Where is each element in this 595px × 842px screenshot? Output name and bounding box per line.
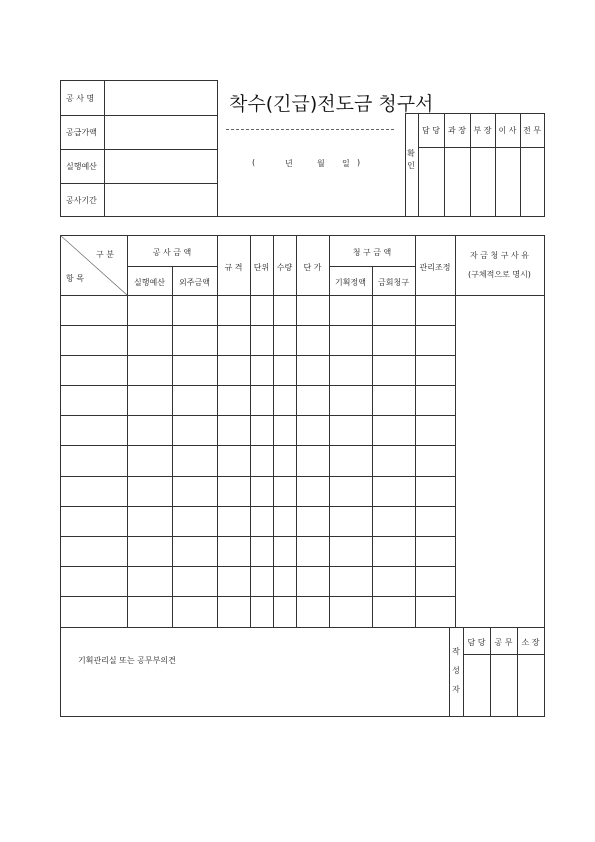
header-execution-budget: 실행예산	[134, 278, 165, 287]
footer-sign-box-2[interactable]	[491, 655, 516, 715]
header-quantity: 수량	[276, 263, 293, 272]
footer-approval-header-3: 소 장	[521, 638, 540, 647]
execution-budget-field[interactable]	[105, 150, 216, 182]
date-close-paren: )	[357, 158, 361, 167]
reason-textarea[interactable]	[456, 296, 543, 626]
date-open-paren: (	[252, 158, 256, 167]
header-claim-amount: 청 구 금 액	[352, 248, 392, 257]
header-unit: 단위	[253, 263, 270, 272]
footer-sign-box-1[interactable]	[464, 655, 489, 715]
document-title: 착수(긴급)전도금 청구서	[229, 93, 434, 115]
header-reason-title: 자 금 청 구 사 유	[469, 251, 530, 260]
header-unit-price: 단 가	[303, 263, 322, 272]
footer-sign-box-3[interactable]	[518, 655, 543, 715]
approval-header-row	[418, 113, 545, 147]
approval-sign-box-5[interactable]	[521, 148, 543, 215]
contract-amount-label: 공급가액	[66, 128, 97, 137]
execution-budget-label: 실행예산	[66, 162, 97, 171]
contract-amount-field[interactable]	[105, 116, 216, 148]
opinion-label: 기획관리실 또는 공무부의견	[78, 656, 176, 665]
approval-sign-box-3[interactable]	[471, 148, 494, 215]
date-month[interactable]: 월	[317, 159, 325, 168]
opinion-textarea[interactable]	[61, 628, 448, 715]
confirm-label: 확 인	[407, 149, 415, 170]
project-name-field[interactable]	[105, 81, 216, 114]
approval-header-3: 부 장	[473, 126, 492, 135]
approval-header-4: 이 사	[498, 126, 517, 135]
header-mgmt-adjust: 관리조정	[419, 263, 451, 272]
footer-approval-header-1: 담 당	[467, 638, 486, 647]
header-construction-amount: 공 사 금 액	[152, 248, 192, 257]
header-gubun: 구 분	[96, 250, 114, 259]
header-diagonal	[60, 235, 128, 296]
approval-header-1: 담 당	[422, 126, 440, 135]
header-spec: 규 격	[224, 263, 243, 272]
construction-period-field[interactable]	[105, 184, 216, 215]
date-year[interactable]: 년	[285, 159, 293, 168]
header-planned-amount: 기획정액	[335, 278, 366, 287]
approval-sign-box-2[interactable]	[445, 148, 469, 215]
header-reason-sub: (구체적으로 명시)	[468, 270, 531, 279]
approval-sign-box-1[interactable]	[419, 148, 443, 215]
footer-approval-header-2: 공 무	[494, 638, 513, 647]
construction-period-label: 공사기간	[66, 196, 97, 205]
approval-header-5: 전 무	[523, 126, 541, 135]
title-underline	[226, 129, 394, 130]
approval-header-2: 과 장	[448, 126, 466, 135]
approval-sign-box-4[interactable]	[496, 148, 519, 215]
project-name-label: 공 사 명	[66, 94, 95, 103]
header-subcontract-amount: 외주금액	[179, 278, 210, 287]
date-day[interactable]: 일	[342, 159, 350, 168]
header-hangmok: 항 목	[66, 274, 84, 283]
header-this-claim: 금회청구	[378, 278, 409, 287]
writer-label: 작 성 자	[452, 647, 460, 694]
